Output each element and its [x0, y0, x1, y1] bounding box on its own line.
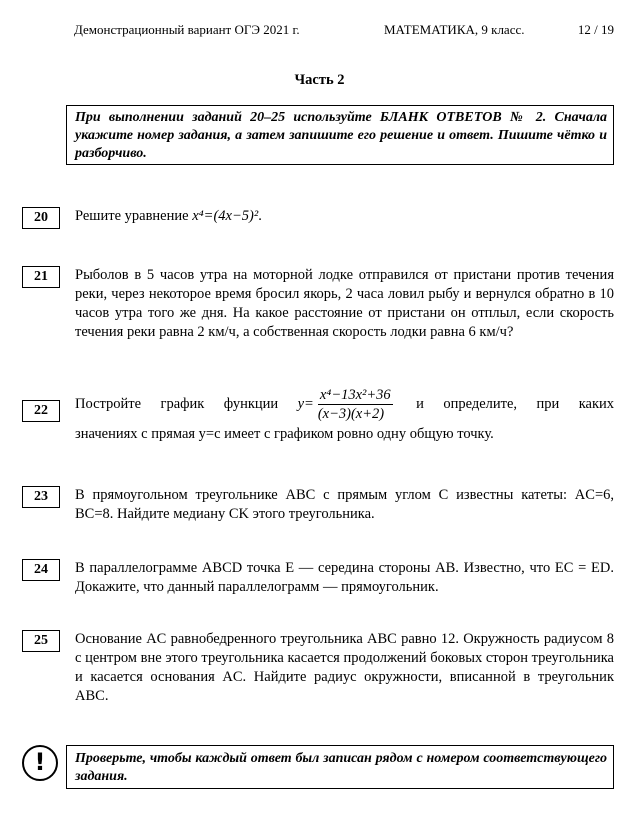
- fraction: [318, 386, 393, 423]
- task-text: Рыболов в 5 часов утра на моторной лодке отправился от пристани против течения реки, через некоторое время бросил якорь, 2 часа ловил рыбу и вернулся обратно в 10 часов утра того же дня. На какое расстояние от пристани он отплыл, если скорость течения реки равна 2 км/ч, а собственная скорость лодки равна 6 км/ч?: [75, 267, 614, 340]
- header-exam-title: Демонстрационный вариант ОГЭ 2021 г.: [74, 22, 300, 37]
- fraction-numerator: x⁴−13x²+36: [319, 387, 391, 403]
- task-line2: значениях c прямая y=c имеет с графиком ровно одну общую точку.: [75, 426, 494, 442]
- task-suffix: и определите, при каких: [416, 395, 615, 412]
- task-number: 25: [22, 630, 60, 652]
- task-number: 20: [22, 207, 60, 229]
- header-page-number: 12 / 19: [577, 22, 614, 37]
- instructions-box: При выполнении заданий 20–25 используйте БЛАНК ОТВЕТОВ № 2. Сначала укажите номер задания, а затем запишите его решение и ответ. Пишите чётко и разборчиво.: [66, 105, 614, 165]
- part-title: Часть 2: [294, 72, 345, 88]
- task-suffix: .: [258, 208, 262, 224]
- task-number: 22: [22, 400, 60, 422]
- header-subject: МАТЕМАТИКА, 9 класс.: [384, 22, 525, 37]
- task-text: [75, 207, 614, 226]
- task-number: 24: [22, 559, 60, 581]
- task-prefix: Постройте график функции: [75, 395, 279, 412]
- fraction-denominator: (x−3)(x+2): [317, 406, 385, 422]
- formula-lhs: y=: [297, 395, 314, 412]
- warning-box: Проверьте, чтобы каждый ответ был записан рядом с номером соответствующего задания.: [66, 745, 614, 789]
- task-number: 21: [22, 266, 60, 288]
- task-number: 23: [22, 486, 60, 508]
- task-formula: x⁴=(4x−5)²: [192, 208, 259, 224]
- task-text: В параллелограмме ABCD точка E — середина стороны AB. Известно, что EC = ED. Докажите, что данный параллелограмм — прямоугольник.: [75, 560, 614, 595]
- task-prefix: Решите уравнение: [75, 208, 189, 224]
- task-text: [75, 386, 614, 444]
- task-text: Основание AC равнобедренного треугольника ABC равно 12. Окружность радиусом 8 с центром вне этого треугольника касается продолжений боковых сторон треугольника и касается основания AC. Найдите радиус окружности, вписанной в треугольник ABC.: [75, 631, 614, 704]
- exclamation-icon: !: [22, 745, 58, 781]
- task-text: В прямоугольном треугольнике ABC с прямым углом C известны катеты: AC=6, BC=8. Найдите медиану CK этого треугольника.: [75, 487, 614, 522]
